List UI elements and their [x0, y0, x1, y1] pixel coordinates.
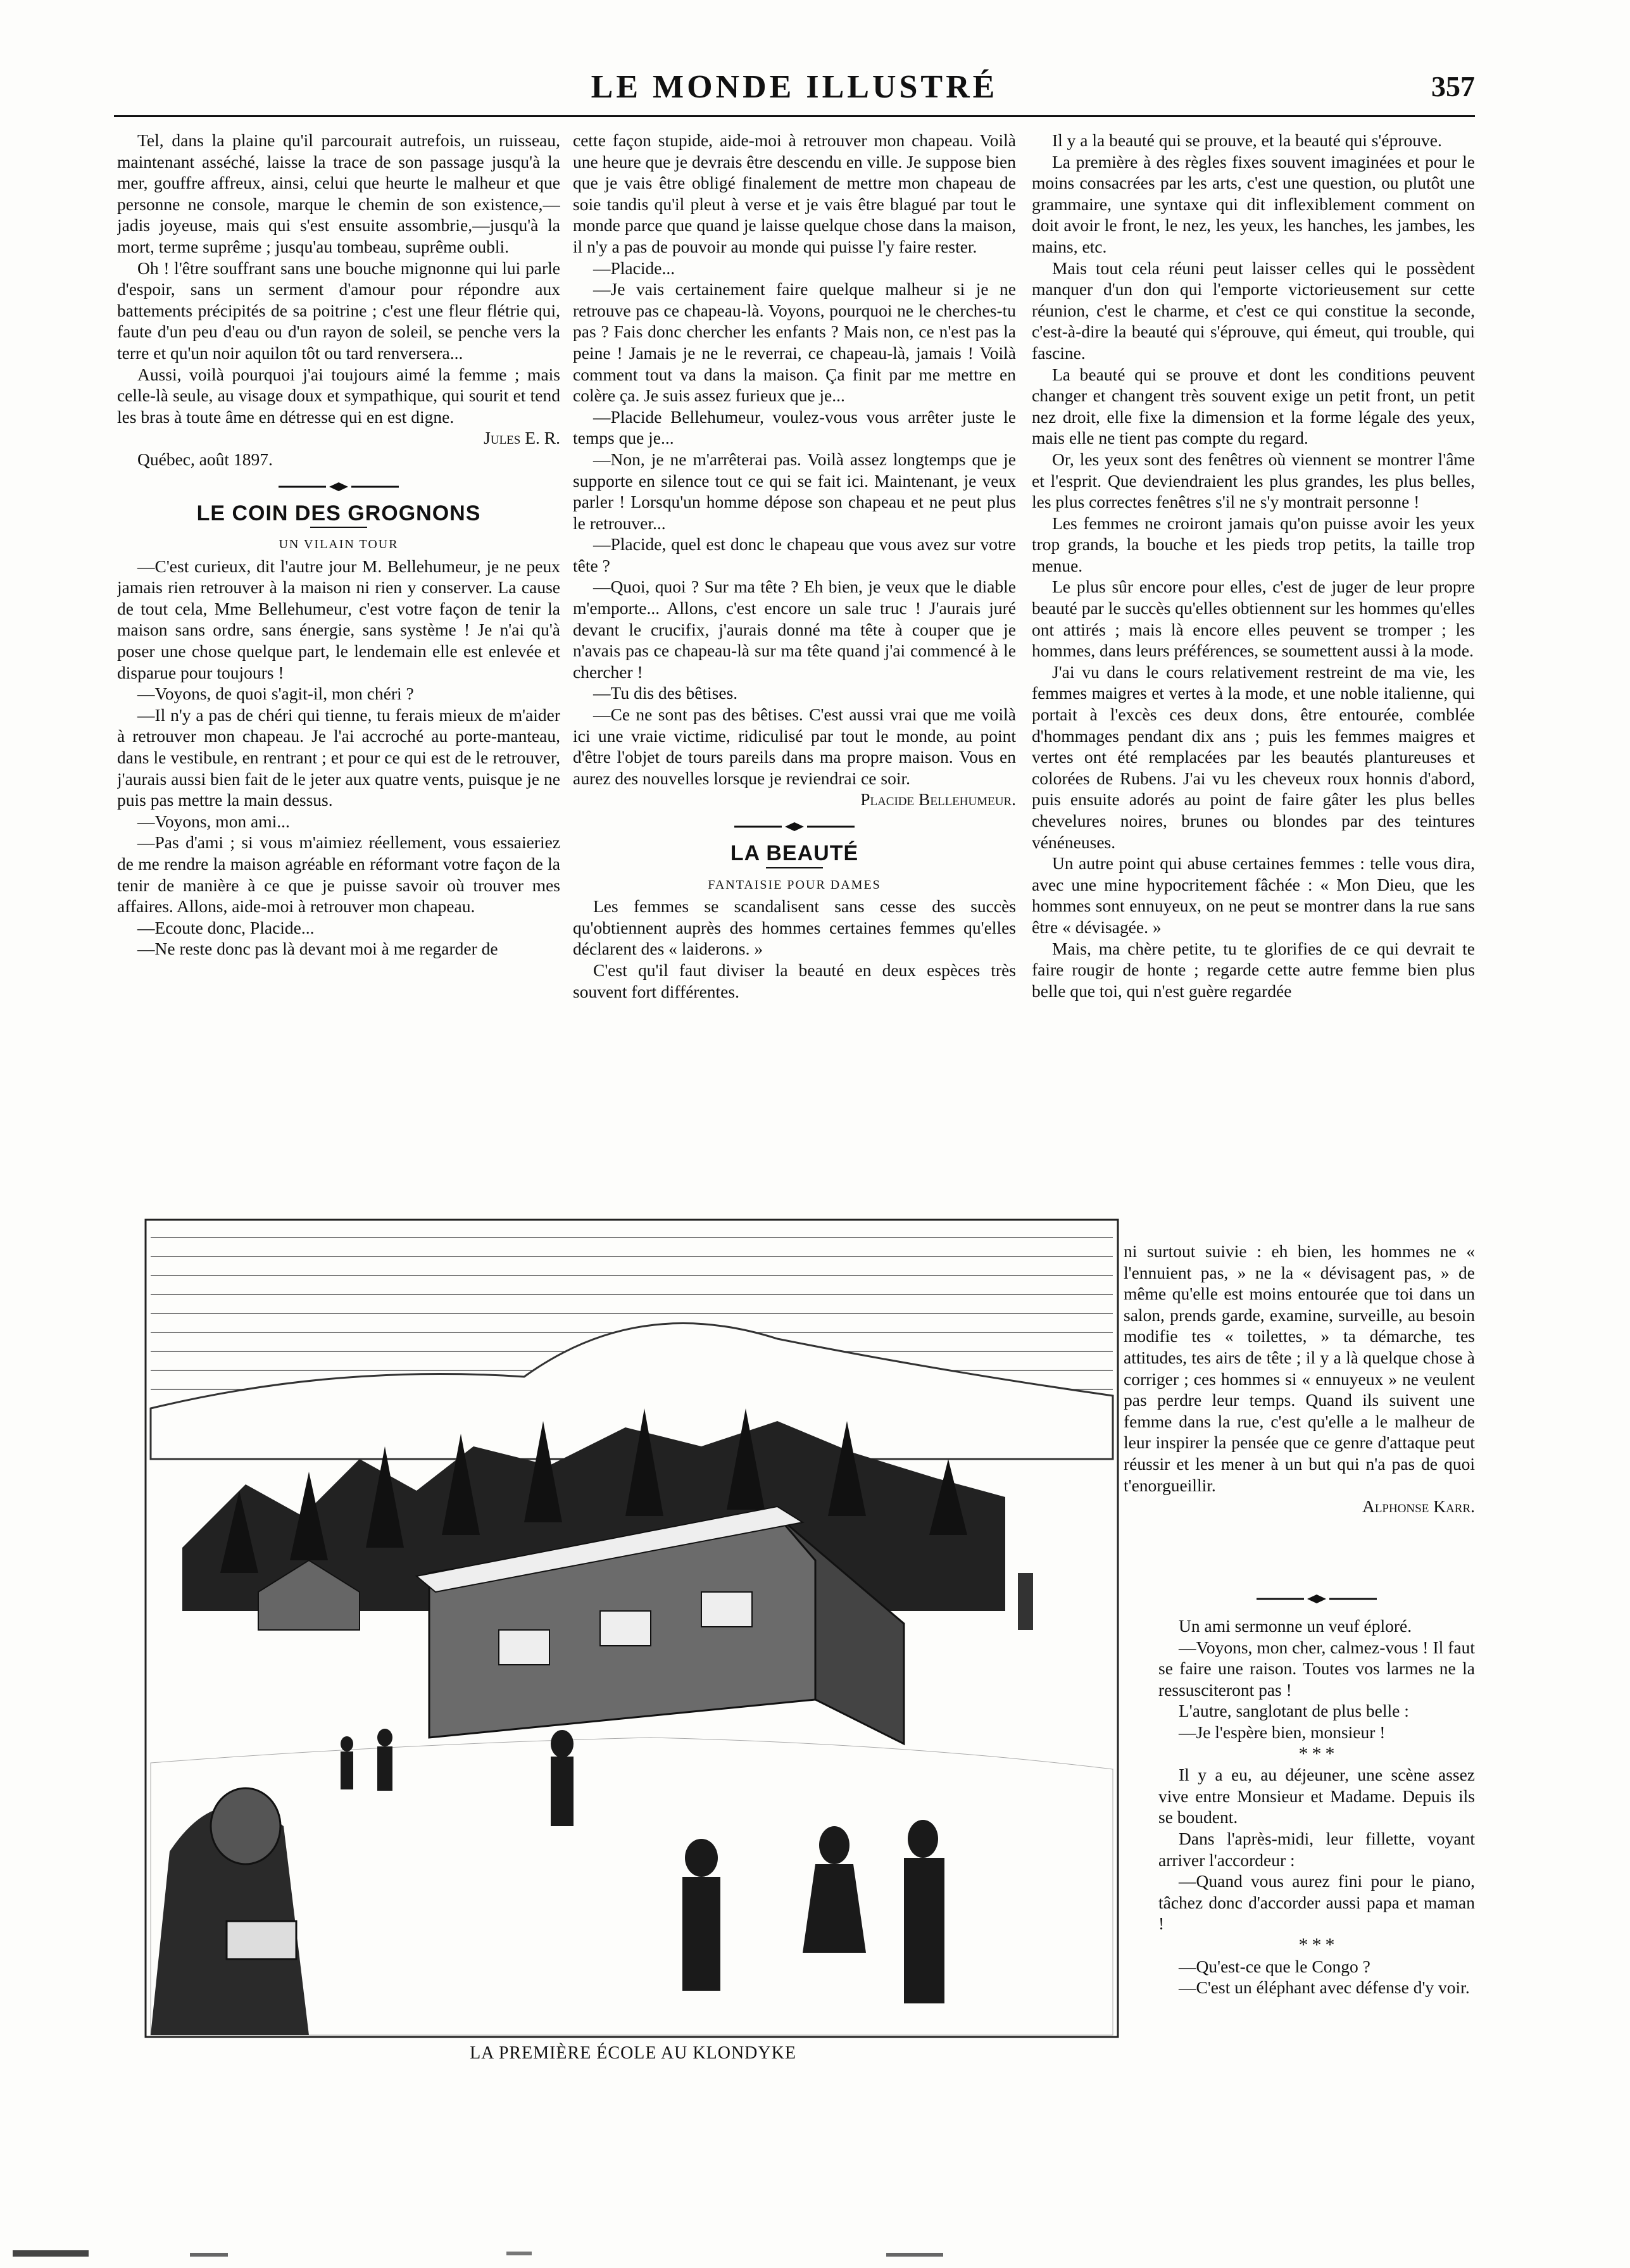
column-3 [1032, 130, 1475, 1244]
asterism: * * * [1298, 1934, 1335, 1955]
dialogue-line: —Placide Bellehumeur, voulez-vous vous arrêter juste le temps que je... [573, 406, 1016, 448]
dialogue-line: —C'est curieux, dit l'autre jour M. Bellehumeur, je ne peux jamais rien retrouver à la maison ni rien y conserver. La cause de tout cela, Mme Bellehumeur, c'est votre façon de tenir la maison sans ordre, sans énergie, sans système ! Je n'ai qu'à poser une chose quelque part, le lendemain elle est enlevée et disparue pour toujours ! [117, 556, 560, 682]
anecdote-line: —Qu'est-ce que le Congo ? [1179, 1956, 1370, 1976]
paragraph: La beauté qui se prouve et dont les conditions peuvent changer et changent très souvent exige un petit front, un petit nez droit, elle fixe la dimension et la forme légale des yeux, mais elle ne tient pas compte du regard. [1032, 364, 1475, 448]
dialogue-line: —Quoi, quoi ? Sur ma tête ? Eh bien, je veux que le diable m'emporte... Allons, c'est encore un sale truc ! J'aurais juré devant le crucifix, j'aurais donné ma tête à couper que je n'avais pas ce chapeau-là sur ma tête quand j'ai commencé à le chercher ! [573, 577, 1016, 682]
illustration-caption: LA PREMIÈRE ÉCOLE AU KLONDYKE [470, 2043, 796, 2063]
paragraph: Oh ! l'être souffrant sans une bouche mignonne qui lui parle d'espoir, sans un serment d'amour pour répondre aux battements précipités de sa poitrine ; c'est une fleur flétrie qui, faute d'un peu d'eau ou d'un rayon de soleil, se penche vers la terre et qu'un noir aquilon tôt ou tard renversera... [117, 258, 560, 363]
place-date: Québec, août 1897. [137, 449, 273, 469]
paragraph: Un autre point qui abuse certaines femmes : telle vous dira, avec une mine hypocritement fâchée : « Mon Dieu, que les hommes sont ennuyeux, on ne peut se montrer dans la rue sans être « dévisagée. » [1032, 853, 1475, 937]
column-3-continuation [1124, 1241, 1475, 1595]
paragraph: Mais tout cela réuni peut laisser celles qui le possèdent manquer d'un don qui l'emporte victorieusement sur cette réunion, c'est le charme, et c'est ce qui constitue la seconde, c'est-à-dire la beauté qui s'éprouve, qui émeut, qui trouble, qui fascine. [1032, 258, 1475, 363]
anecdote-line: Un ami sermonne un veuf éploré. [1179, 1616, 1412, 1636]
anecdotes-column [1158, 1582, 1475, 2083]
paragraph: Aussi, voilà pourquoi j'ai toujours aimé la femme ; mais celle-là seule, au visage doux et sympathique, qui sourit et tend les bras à toute âme en détresse qui en est digne. [117, 364, 560, 427]
section-title-grognons: LE COIN DES GROGNONS [196, 501, 481, 525]
divider [766, 867, 823, 868]
divider [310, 527, 367, 528]
anecdote-line: —C'est un éléphant avec défense d'y voir. [1179, 1977, 1470, 1998]
dialogue-line: —Ne reste donc pas là devant moi à me regarder de [137, 939, 498, 959]
paragraph: Il y a la beauté qui se prouve, et la beauté qui s'éprouve. [1052, 130, 1442, 150]
dialogue-line: —Ce ne sont pas des bêtises. C'est aussi vrai que me voilà ici une vraie victime, ridiculisé par tout le monde, au point d'être l'objet de tours pareils dans ma propre maison. Vous en aurez des nouvelles lorsque je reviendrai ce soir. [573, 705, 1016, 788]
anecdote-line: —Je l'espère bien, monsieur ! [1179, 1722, 1386, 1742]
author-signature: Alphonse Karr. [1362, 1496, 1475, 1517]
section-title-beaute: LA BEAUTÉ [730, 841, 859, 865]
paragraph: Mais, ma chère petite, tu te glorifies de ce qui devrait te faire rougir de honte ; regarde cette autre femme bien plus belle que toi, qui n'est guère regardée [1032, 938, 1475, 1001]
ornament-divider [731, 820, 858, 833]
section-subtitle: FANTAISIE POUR DAMES [708, 877, 881, 892]
dialogue-line: —Placide... [593, 258, 675, 278]
page-header [114, 63, 1475, 108]
dialogue-line: —Placide, quel est donc le chapeau que vous avez sur votre tête ? [573, 534, 1016, 575]
dialogue-line: —Je vais certainement faire quelque malheur si je ne retrouve pas ce chapeau-là. Voyons, pourquoi ne le cherches-tu pas ? Fais donc chercher les enfants ? Mais non, ce n'est pas la peine ! Jamais je ne le reverrai, ce chapeau-là, jamais ! Voilà comment tout va dans la maison. Ça finit par me mettre en colère ça. Je suis assez furieux que je... [573, 279, 1016, 406]
anecdote-line: Il y a eu, au déjeuner, une scène assez vive entre Monsieur et Madame. Depuis ils se boudent. [1158, 1765, 1475, 1827]
author-signature: Jules E. R. [484, 428, 560, 448]
paragraph: Tel, dans la plaine qu'il parcourait autrefois, un ruisseau, maintenant asséché, laisse la trace de son passage jusqu'à la mer, gouffre affreux, ainsi, celui que heurte le malheur et que personne ne console, marque le chemin de son existence,—jadis joyeuse, mais qui s'est ensuite assombrie,—jusqu'à la mort, terme suprême ; jusqu'au tombeau, suprême oubli. [117, 130, 560, 256]
page-number: 357 [1431, 70, 1475, 103]
asterism: * * * [1298, 1743, 1335, 1764]
dialogue-line: —Voyons, mon ami... [137, 811, 290, 831]
ornament-divider [275, 480, 402, 493]
dialogue-line: —Non, je ne m'arrêterai pas. Voilà assez longtemps que je supporte en silence tout ce qui se fait ici. Maintenant, je veux parler ! Lorsqu'un homme dépose son chapeau et ne peut plus le retrouver... [573, 449, 1016, 533]
paragraph: Le plus sûr encore pour elles, c'est de juger de leur propre beauté par le succès qu'elles obtiennent sur les hommes qu'elles ont attirés ; mais là encore elles peuvent se tromper ; les hommes, dans leurs préférences, se soumettent aussi à la mode. [1032, 577, 1475, 661]
anecdote-line: L'autre, sanglotant de plus belle : [1179, 1701, 1409, 1721]
dialogue-line: —Il n'y a pas de chéri qui tienne, tu ferais mieux de m'aider à retrouver mon chapeau. Je l'ai accroché au porte-manteau, dans le vestibule, en rentrant ; et pour ce qui est de le retrouver, j'aurais aussi bien fait de le jeter aux quatre vents, puisque je ne puis pas mettre la main dessus. [117, 705, 560, 810]
anecdote-line: —Quand vous aurez fini pour le piano, tâchez donc d'accorder aussi papa et maman ! [1158, 1871, 1475, 1934]
column-1 [117, 130, 560, 1219]
dialogue-line: —Ecoute donc, Placide... [137, 917, 315, 937]
column-2 [573, 130, 1016, 1219]
paragraph: ni surtout suivie : eh bien, les hommes ne « l'ennuient pas, » ne la « dévisagent pas, » de même qu'elle est moins entourée que toi dans un salon, prends garde, examine, surveille, au besoin modifie tes « toilettes, » ta démarche, tes attitudes, tes airs de tête ; il y a là quelque chose à corriger ; ces hommes si « ennuyeux » ne veulent pas perdre leur temps. Quand ils suivent une femme dans la rue, c'est qu'elle a le malheur de leur inspirer la pensée que ce genre d'attaque peut réussir et les mener à un but qui n'a pas de quoi t'enorgueillir. [1124, 1241, 1475, 1495]
paragraph: J'ai vu dans le cours relativement restreint de ma vie, les femmes maigres et vertes à la mode, et une noble italienne, qui portait à l'excès ces deux dons, être entourée, comblée d'hommages pendant dix ans ; puis les femmes maigres et vertes ont été remplacées par les beautés plantureuses et colorées de Rubens. J'ai vu les cheveux roux honnis d'abord, puis ensuite adorés au point de faire gâter les plus belles chevelures noires, brunes ou blondes par des teintures vénéneuses. [1032, 661, 1475, 852]
scan-edge-noise [0, 2244, 1630, 2268]
paragraph: La première à des règles fixes souvent imaginées et pour le moins consacrées par les arts, c'est une question, ou plutôt une grammaire, une syntaxe qui dit inflexiblement comment on doit avoir le front, le nez, les yeux, les hanches, les jambes, les mains, etc. [1032, 151, 1475, 256]
chimney [1018, 1573, 1033, 1630]
paragraph: C'est qu'il faut diviser la beauté en deux espèces très souvent fort différentes. [573, 960, 1016, 1001]
dialogue-line: —Voyons, de quoi s'agit-il, mon chéri ? [137, 684, 414, 704]
anecdote-line: —Voyons, mon cher, calmez-vous ! Il faut se faire une raison. Toutes vos larmes ne la ressusciteront pas ! [1158, 1637, 1475, 1700]
dialogue-line: —Tu dis des bêtises. [593, 683, 738, 703]
dialogue-line: —Pas d'ami ; si vous m'aimiez réellement, vous essaieriez de me rendre la maison agréable en réformant votre façon de la tenir de manière à ce que je puisse savoir où trouver mes affaires. Allons, aide-moi à retrouver mon chapeau. [117, 832, 560, 917]
paragraph: Or, les yeux sont des fenêtres où viennent se montrer l'âme et l'esprit. Que deviendraient les plus grandes, les plus belles, les plus correctes fenêtres s'il ne s'y montrait personne ! [1032, 449, 1475, 512]
dialogue-line: cette façon stupide, aide-moi à retrouver mon chapeau. Voilà une heure que je devrais être descendu en ville. Je suppose bien que je vais être obligé finalement de mettre mon chapeau de soie tandis qu'il pleut à verse et je vais être blagué par tout le monde parce que quand je laisse quelque chose dans la maison, il n'y a pas de pouvoir au monde qui puisse l'y faire rester. [573, 130, 1016, 256]
engraving-klondyke-school [144, 1219, 1119, 2038]
paragraph: Les femmes ne croiront jamais qu'on puisse avoir les yeux trop grands, la bouche et les pieds trop petits, la taille trop menue. [1032, 513, 1475, 575]
masthead-title: LE MONDE ILLUSTRÉ [591, 69, 998, 105]
anecdote-line: Dans l'après-midi, leur fillette, voyant arriver l'accordeur : [1158, 1828, 1475, 1870]
author-signature: Placide Bellehumeur. [860, 789, 1016, 810]
paragraph: Les femmes se scandalisent sans cesse des succès qu'obtiennent auprès des hommes certaines femmes qu'elles déclarent des « laiderons. » [573, 896, 1016, 959]
section-subtitle: UN VILAIN TOUR [279, 537, 399, 552]
ornament-divider [1253, 1593, 1380, 1605]
header-rule [114, 115, 1475, 117]
